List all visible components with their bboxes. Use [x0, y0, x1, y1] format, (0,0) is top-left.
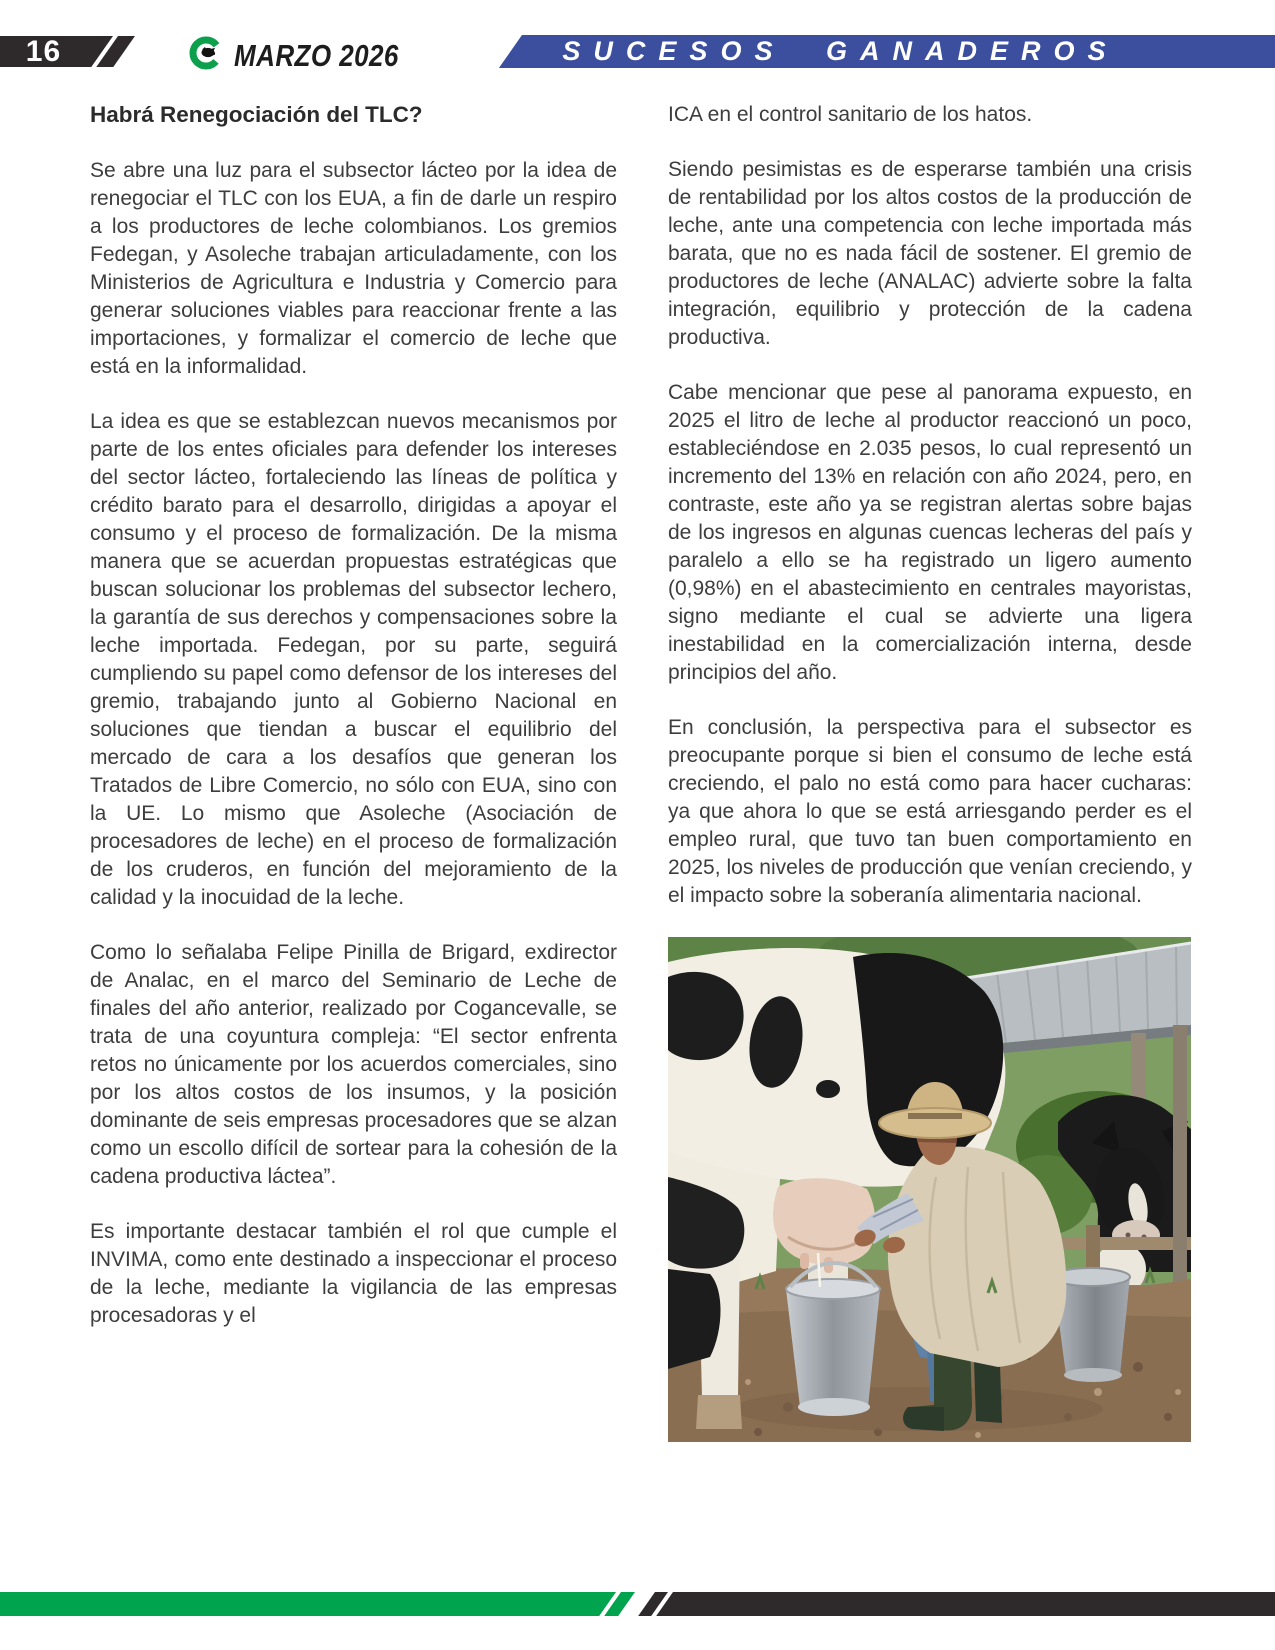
diagonal-accent — [599, 1592, 621, 1616]
section-banner — [499, 35, 1275, 68]
paragraph: Se abre una luz para el subsector lácteo por la idea de renegociar el TLC con los EUA, a fin de darle un respiro a los productores de leche colombianos. Los gremios Fedegan, y Asoleche trabajan articuladamente, con los Ministerios de Agricultura e Industria y Comercio para generar soluciones viables para reaccionar frente a las importaciones, y formalizar el comercio de leche que está en la informalidad. — [90, 159, 617, 378]
diagonal-accent — [651, 1592, 673, 1616]
article-column-right — [668, 101, 1192, 1442]
article-column-left — [90, 101, 617, 1357]
footer-green-bar — [0, 1592, 635, 1616]
article-title: Habrá Renegociación del TLC? — [90, 102, 423, 127]
footer-dark-bar — [638, 1592, 1275, 1616]
paragraph: Cabe mencionar que pese al panorama expuesto, en 2025 el litro de leche al productor reaccionó un poco, estableciéndose en 2.035 pesos, lo cual representó un incremento del 13% en relación con año 2024, pero, en contraste, este año ya se registran alertas sobre bajas de los ingresos en algunas cuencas lecheras del país y paralelo a ello se ha registrado un ligero aumento (0,98%) en el abastecimiento en centrales mayoristas, signo mediante el cual se advierte una ligera inestabilidad en la comercialización interna, desde principios del año. — [668, 381, 1192, 684]
paragraph: En conclusión, la perspectiva para el subsector es preocupante porque si bien el consumo de leche está creciendo, el palo no está como para hacer cucharas: ya que ahora lo que se está arriesgando perder es el empleo rural, que tuvo tan buen comportamiento en 2025, los niveles de producción que venían creciendo, y el impacto sobre la soberanía alimentaria nacional. — [668, 716, 1192, 907]
issue-date: MARZO 2026 — [234, 38, 399, 73]
page-number: 16 — [26, 34, 62, 68]
paragraph: Como lo señalaba Felipe Pinilla de Brigard, exdirector de Analac, en el marco del Seminario de Leche de finales del año anterior, realizado por Cogancevalle, se trata de una coyuntura compleja: “El sector enfrenta retos no únicamente por los acuerdos comerciales, sino por los altos costos de los insumos, y la posición dominante de seis empresas procesadores que se alzan como un escollo difícil de sortear para la cohesión de la cadena productiva láctea”. — [90, 941, 617, 1188]
section-title: SUCESOS GANADEROS — [562, 36, 1119, 66]
paragraph: Es importante destacar también el rol que cumple el INVIMA, como ente destinado a inspeccionar el proceso de la leche, mediante la vigilancia de las empresas procesadoras y el — [90, 1220, 617, 1327]
milking-photo — [668, 937, 1191, 1442]
page-number-box — [0, 36, 135, 67]
paragraph: Siendo pesimistas es de esperarse también una crisis de rentabilidad por los altos costos de la producción de leche, ante una competencia con leche importada más barata, que no es nada fácil de sostener. El gremio de productores de leche (ANALAC) advierte sobre la falta integración, equilibrio y protección de la cadena productiva. — [668, 158, 1192, 349]
magazine-logo-icon — [189, 36, 223, 70]
paragraph: La idea es que se establezcan nuevos mecanismos por parte de los entes oficiales para defender los intereses del sector lácteo, fortaleciendo las líneas de política y crédito barato para el desarrollo, dirigidas a apoyar el consumo y el proceso de formalización. De la misma manera que se acuerdan propuestas estratégicas que buscan solucionar los problemas del subsector lechero, la garantía de sus derechos y compensaciones sobre la leche importada. Fedegan, por su parte, seguirá cumpliendo su papel como defensor de los intereses del gremio, trabajando junto al Gobierno Nacional en soluciones que tiendan a buscar el equilibrio del mercado de cara a los desafíos que generan los Tratados de Libre Comercio, no sólo con EUA, sino con la UE. Lo mismo que Asoleche (Asociación de procesadores de leche) en el proceso de formalización de los cruderos, en función del mejoramiento de la calidad y la inocuidad de la leche. — [90, 410, 617, 909]
paragraph: ICA en el control sanitario de los hatos. — [668, 103, 1033, 126]
